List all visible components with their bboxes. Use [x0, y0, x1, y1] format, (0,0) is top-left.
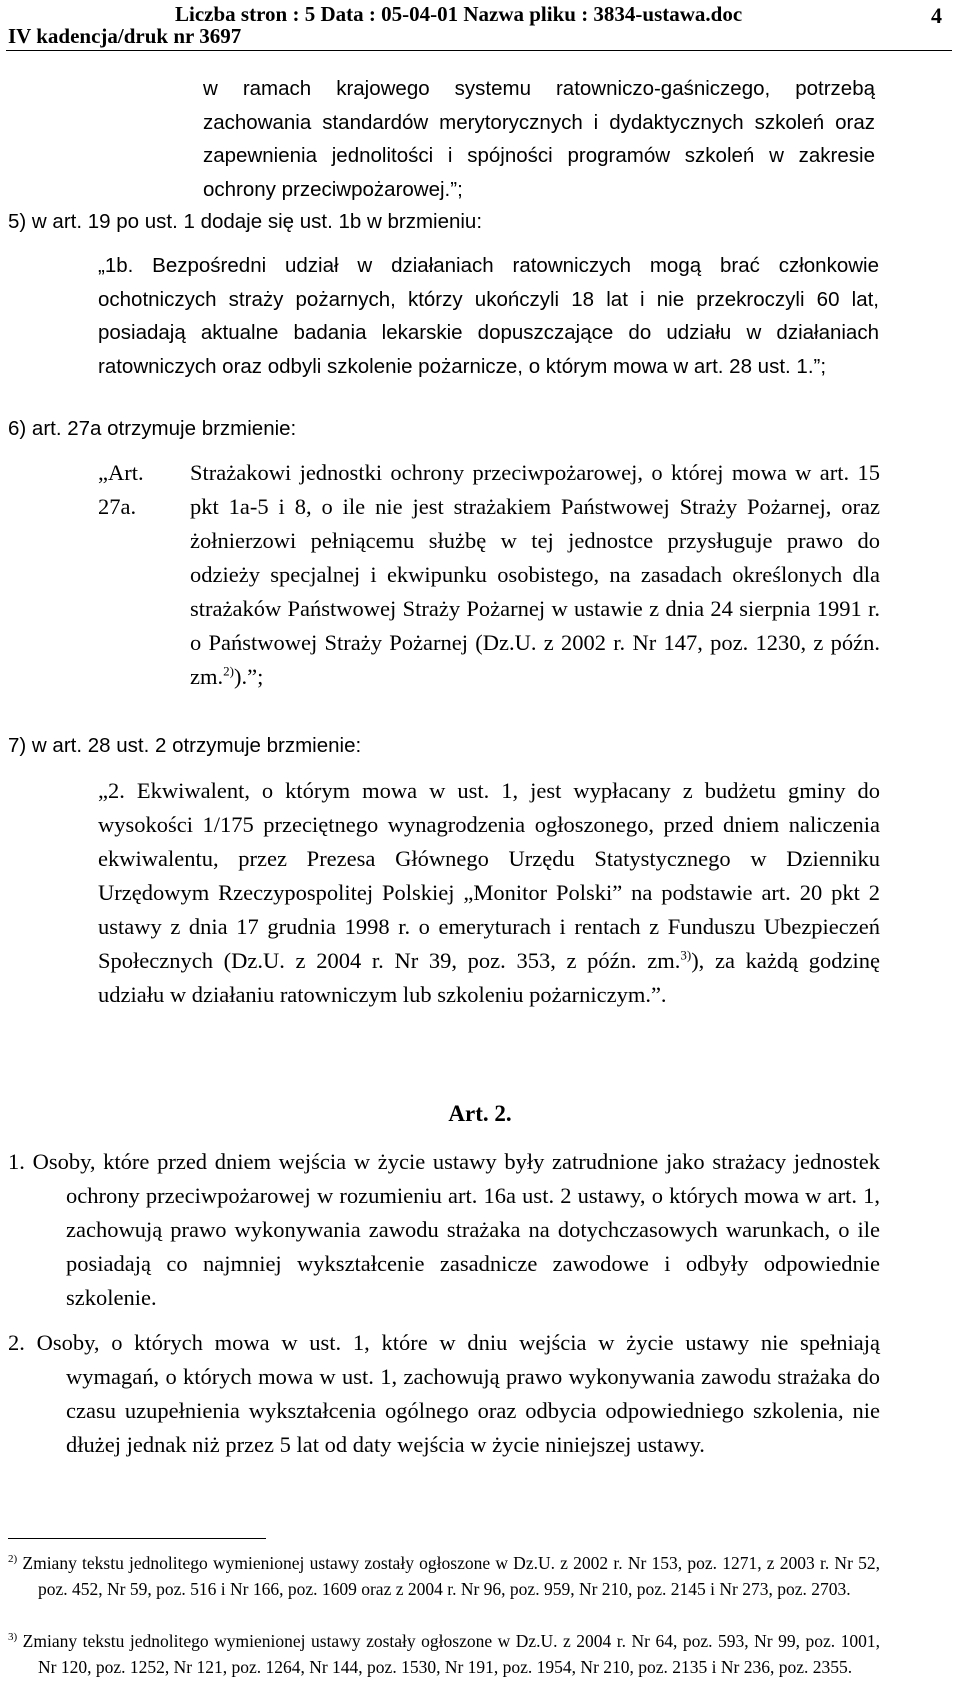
- header-file-info: Liczba stron : 5 Data : 05-04-01 Nazwa pliku : 3834-ustawa.doc: [175, 2, 743, 26]
- article-27a-text: [190, 456, 880, 694]
- footnote-mark-2: 2): [8, 1553, 18, 1566]
- footnote-3: [8, 1628, 880, 1680]
- page-number: 4: [931, 3, 942, 28]
- paragraph-2: [98, 774, 880, 1012]
- footnote-separator: [8, 1538, 266, 1539]
- header-rule: [6, 50, 952, 51]
- footnote-ref-2[interactable]: 2): [223, 663, 234, 679]
- article-2-title: Art. 2.: [448, 1101, 512, 1126]
- paragraph-2-body: „2. Ekwiwalent, o którym mowa w ust. 1, jest wypłacany z budżetu gminy do wysokości 1/175 przeciętnego wynagrodzenia ogłoszonego, przed dniem naliczenia ekwiwalentu, przez Prezesa Głównego Urzędu Statystycznego w Dzienniku Urzędowym Rzeczypospolitej Polskiej „Monitor Polski” na podstawie art. 20 pkt 2 ustawy z dnia 17 grudnia 1998 r. o emeryturach i rentach z Funduszu Ubezpieczeń Społecznych (Dz.U. z 2004 r. Nr 39, poz. 353, z późn. zm.: [98, 778, 880, 973]
- article-2-paragraph-1-text: 1. Osoby, które przed dniem wejścia w życie ustawy były zatrudnione jako strażacy jednostek ochrony przeciwpożarowej w rozumieniu art. 16a ust. 2 ustawy, o których mowa w art. 1, zachowują prawo wykonywania zawodu strażaka na dotychczasowych warunkach, o ile posiadają co najmniej wykształcenie zasadnicze zawodowe i odbyły odpowiednie szkolenie.: [8, 1149, 880, 1310]
- footnote-ref-3[interactable]: 3): [680, 947, 692, 963]
- amendment-item-6: 6) art. 27a otrzymuje brzmienie:: [8, 417, 297, 440]
- article-2-paragraph-2-text: 2. Osoby, o których mowa w ust. 1, które w dniu wejścia w życie ustawy nie spełniają wymagań, o których mowa w ust. 1, zachowują prawo wykonywania zawodu strażaka do czasu uzupełnienia wykształcenia ogólnego oraz odbycia odpowiedniego szkolenia, nie dłużej jednak niż przez 5 lat od daty wejścia w życie niniejszej ustawy.: [8, 1330, 880, 1457]
- paragraph-continuation: w ramach krajowego systemu ratowniczo-gaśniczego, potrzebą zachowania standardów merytorycznych i dydaktycznych szkoleń oraz zapewnienia jednolitości i spójności programów szkoleń w zakresie ochrony przeciwpożarowej.”;: [203, 77, 875, 201]
- footnote-3-text: Zmiany tekstu jednolitego wymienionej ustawy zostały ogłoszone w Dz.U. z 2004 r. Nr 64, poz. 593, Nr 99, poz. 1001, Nr 120, poz. 1252, Nr 121, poz. 1264, Nr 144, poz. 1530, Nr 191, poz. 1954, Nr 210, poz. 2135 i Nr 236, poz. 2355.: [22, 1631, 880, 1677]
- article-2-paragraph-2: [8, 1326, 880, 1462]
- amendment-item-7: 7) w art. 28 ust. 2 otrzymuje brzmienie:: [8, 734, 362, 757]
- footnote-mark-3: 3): [8, 1631, 18, 1644]
- article-2-paragraph-1: [8, 1145, 880, 1315]
- article-27a-end: ).”;: [233, 664, 264, 689]
- footnote-2: [8, 1550, 880, 1602]
- article-27a-label: „Art. 27a.: [98, 460, 144, 519]
- amendment-item-5: 5) w art. 19 po ust. 1 dodaje się ust. 1b w brzmieniu:: [8, 210, 483, 233]
- header-print-info: IV kadencja/druk nr 3697: [8, 24, 242, 48]
- paragraph-2-end: ), za każdą godzinę udziału w działaniu ratowniczym lub szkoleniu pożarniczym.”.: [98, 948, 880, 1007]
- footnote-2-text: Zmiany tekstu jednolitego wymienionej ustawy zostały ogłoszone w Dz.U. z 2002 r. Nr 153, poz. 1271, z 2003 r. Nr 52, poz. 452, Nr 59, poz. 516 i Nr 166, poz. 1609 oraz z 2004 r. Nr 96, poz. 959, Nr 210, poz. 2145 i Nr 273, poz. 2703.: [22, 1553, 880, 1599]
- article-27a-body: Strażakowi jednostki ochrony przeciwpożarowej, o której mowa w art. 15 pkt 1a-5 i 8, o ile nie jest strażakiem Państwowej Straży Pożarnej, oraz żołnierzowi pełniącemu służbę w tej jednostce przysługuje prawo do odzieży specjalnej i ekwipunku osobistego, na zasadach określonych dla strażaków Państwowej Straży Pożarnej w ustawie z dnia 24 sierpnia 1991 r. o Państwowej Straży Pożarnej (Dz.U. z 2002 r. Nr 147, poz. 1230, z późn. zm.: [190, 460, 880, 689]
- paragraph-1b: „1b. Bezpośredni udział w działaniach ratowniczych mogą brać członkowie ochotniczych straży pożarnych, którzy ukończyli 18 lat i nie przekroczyli 60 lat, posiadają aktualne badania lekarskie dopuszczające do udziału w działaniach ratowniczych oraz odbyli szkolenie pożarnicze, o którym mowa w art. 28 ust. 1.”;: [98, 254, 879, 378]
